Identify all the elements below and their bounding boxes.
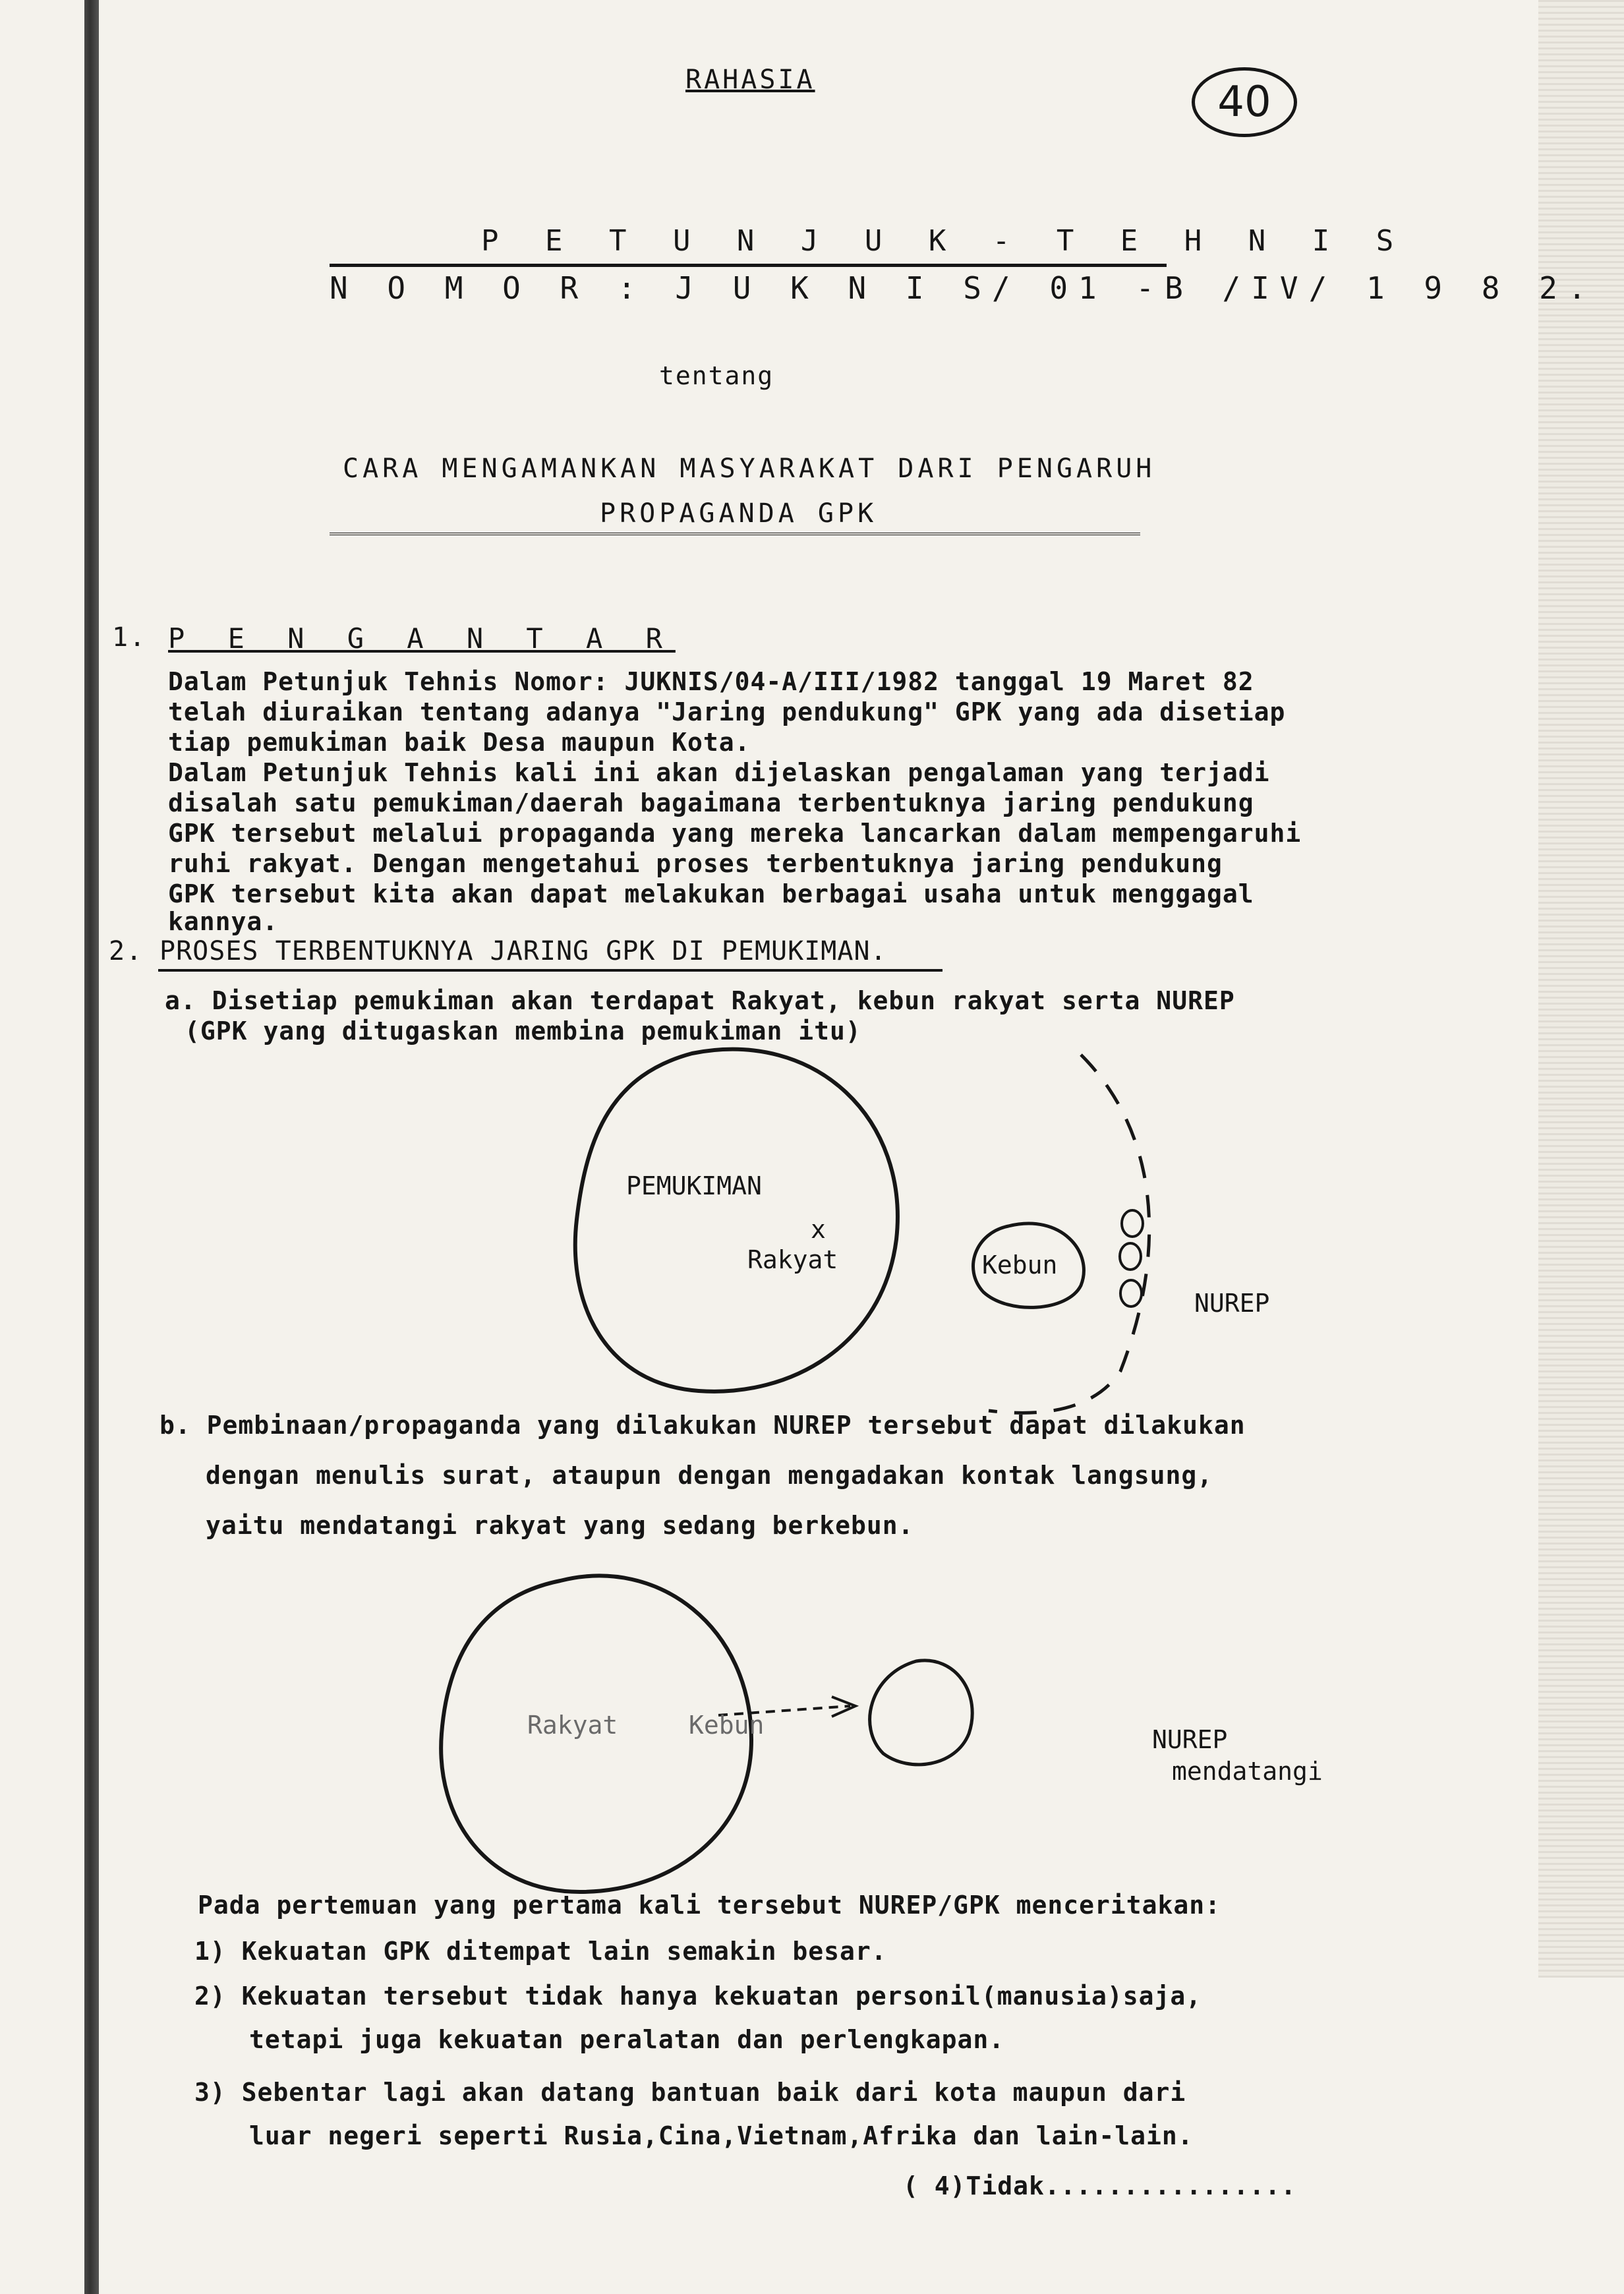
meeting-point: 2) Kekuatan tersebut tidak hanya kekuatan personil(manusia)saja,: [194, 1982, 1202, 2011]
nurep-label: NUREP: [1152, 1725, 1228, 1754]
subject-line-1: CARA MENGAMANKAN MASYARAKAT DARI PENGARUH: [343, 454, 1156, 484]
section-1-line: ruhi rakyat. Dengan mengetahui proses terbentuknya jaring pendukung: [168, 849, 1223, 878]
meeting-intro: Pada pertemuan yang pertama kali tersebut NUREP/GPK menceritakan:: [198, 1891, 1221, 1920]
continuation-marker: ( 4)Tidak................: [903, 2171, 1296, 2200]
meeting-point: 1) Kekuatan GPK ditempat lain semakin besar.: [194, 1937, 887, 1966]
nurep-label: NUREP: [1194, 1289, 1270, 1318]
section-1-line: kannya.: [168, 907, 279, 936]
garden-circle: [870, 1661, 973, 1765]
section-1-line: tiap pemukiman baik Desa maupun Kota.: [168, 728, 751, 757]
subject-line-2: PROPAGANDA GPK: [600, 498, 878, 529]
document-number: N O M O R : J U K N I S/ 01 -B /IV/ 1 9 8 2.: [330, 270, 1597, 306]
item-b-line-3: yaitu mendatangi rakyat yang sedang berkebun.: [206, 1511, 914, 1540]
garden-label: Kebun: [689, 1711, 765, 1740]
garden-label: Kebun: [982, 1250, 1058, 1279]
section-1-line: GPK tersebut melalui propaganda yang mereka lancarkan dalam mempengaruhi: [168, 819, 1302, 848]
item-b-line-1: b. Pembinaan/propaganda yang dilakukan NUREP tersebut dapat dilakukan: [160, 1411, 1246, 1440]
meeting-point: luar negeri seperti Rusia,Cina,Vietnam,Afrika dan lain-lain.: [249, 2121, 1194, 2150]
section-1-line: Dalam Petunjuk Tehnis kali ini akan dijelaskan pengalaman yang terjadi: [168, 758, 1270, 787]
people-label: Rakyat: [527, 1711, 618, 1740]
tentang-label: tentang: [659, 361, 774, 390]
section-1-line: GPK tersebut kita akan dapat melakukan berbagai usaha untuk menggagal: [168, 879, 1254, 908]
section-1-title: P E N G A N T A R: [168, 622, 676, 655]
item-b-line-2: dengan menulis surat, ataupun dengan mengadakan kontak langsung,: [206, 1461, 1213, 1490]
section-2-title: PROSES TERBENTUKNYA JARING GPK DI PEMUKIMAN.: [160, 936, 887, 966]
item-a-line-2: (GPK yang ditugaskan membina pemukiman itu): [185, 1016, 861, 1045]
document-title: P E T U N J U K - T E H N I S: [481, 224, 1408, 258]
item-a-line-1: a. Disetiap pemukiman akan terdapat Rakyat, kebun rakyat serta NUREP: [165, 986, 1235, 1015]
people-label: Rakyat: [747, 1245, 838, 1274]
settlement-label: PEMUKIMAN: [626, 1171, 762, 1200]
action-label: mendatangi: [1172, 1757, 1323, 1786]
meeting-point: tetapi juga kekuatan peralatan dan perlengkapan.: [249, 2025, 1005, 2054]
section-1-line: Dalam Petunjuk Tehnis Nomor: JUKNIS/04-A/III/1982 tanggal 19 Maret 82: [168, 667, 1254, 696]
page-number: 40: [1192, 67, 1297, 137]
meeting-point: 3) Sebentar lagi akan datang bantuan baik dari kota maupun dari: [194, 2078, 1186, 2107]
section-1-line: telah diuraikan tentang adanya "Jaring pendukung" GPK yang ada disetiap: [168, 697, 1286, 726]
section-1-number: 1.: [112, 622, 147, 653]
section-2-number: 2.: [109, 936, 144, 966]
section-1-line: disalah satu pemukiman/daerah bagaimana terbentuknya jaring pendukung: [168, 788, 1254, 817]
people-mark: x: [811, 1215, 826, 1244]
classification-label: RAHASIA: [685, 65, 815, 95]
